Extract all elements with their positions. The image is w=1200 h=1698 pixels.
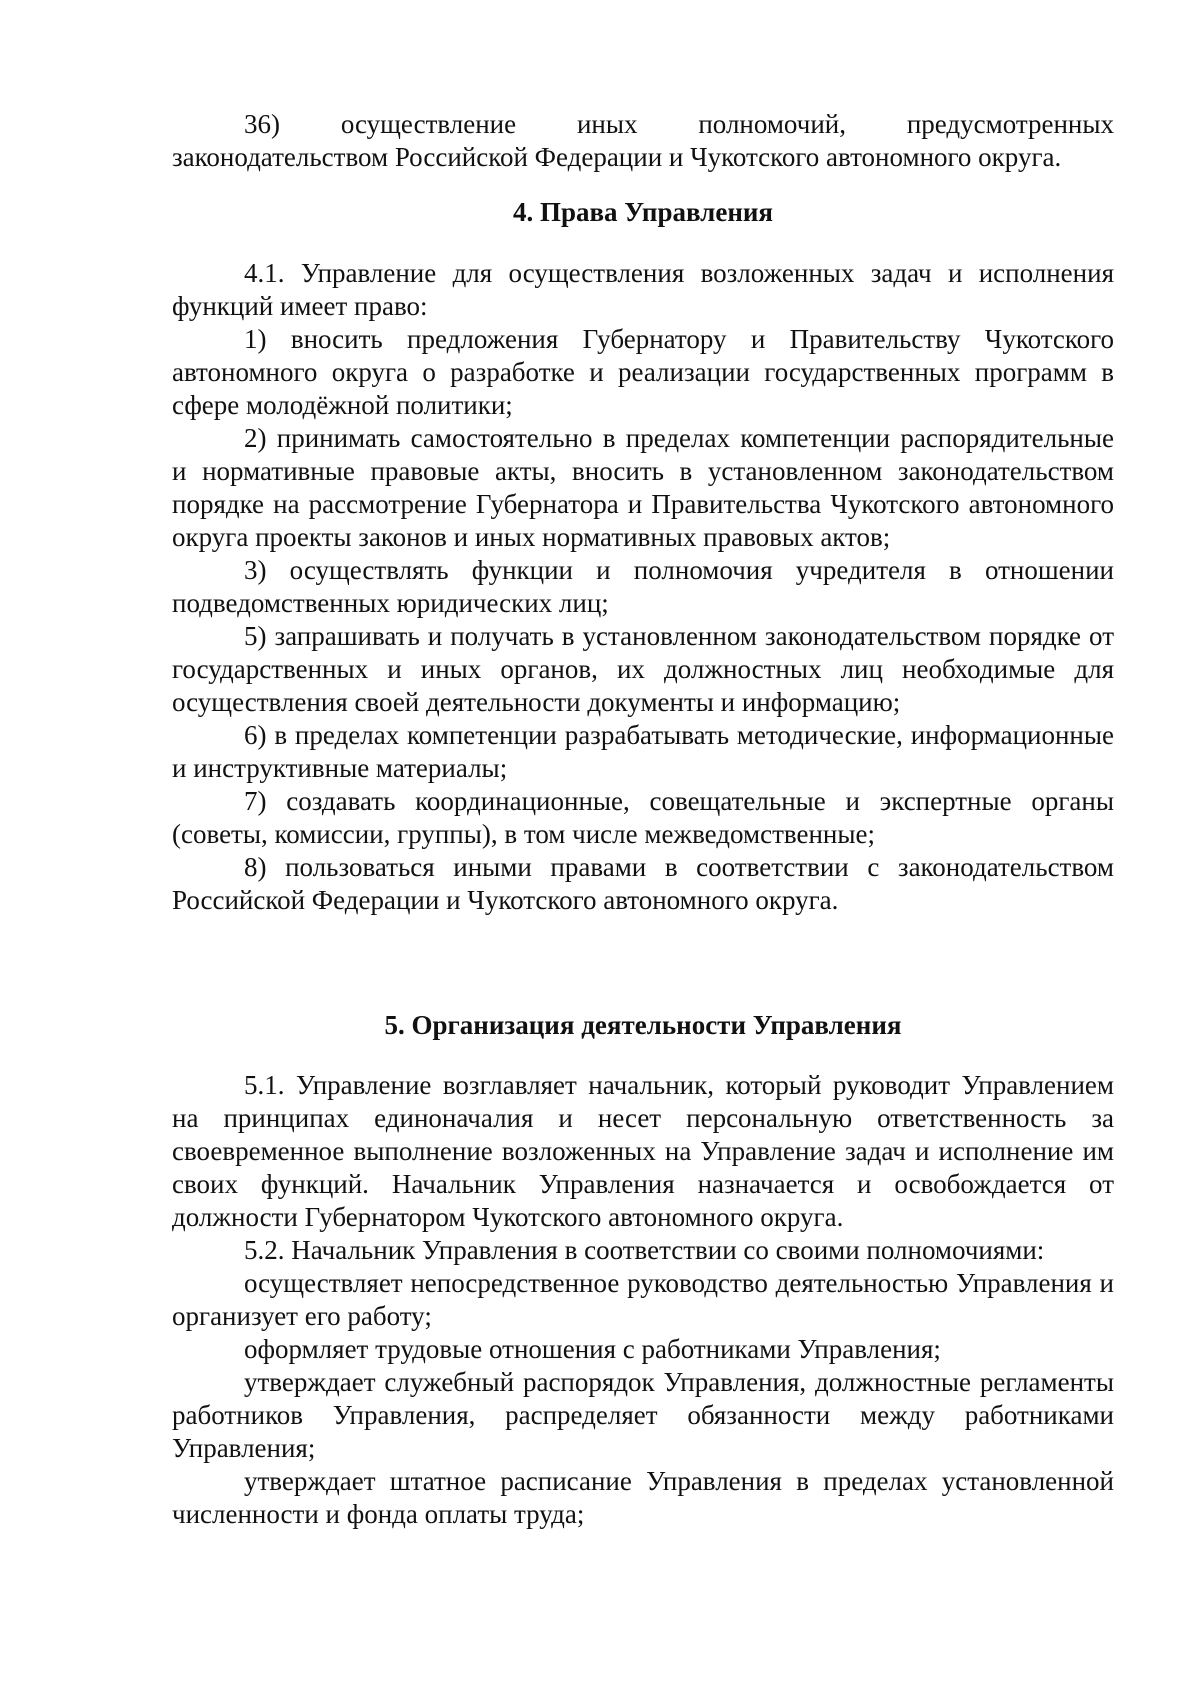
section-4-heading: 4. Права Управления bbox=[512, 197, 774, 227]
list-item-4-3: 3) осуществлять функции и полномочия учредителя в отношении подведомственных юридических лиц; bbox=[172, 555, 1114, 618]
para-36-block bbox=[172, 108, 1114, 174]
paragraph-4-1: 4.1. Управление для осуществления возложенных задач и исполнения функций имеет право: bbox=[172, 258, 1114, 321]
section-4-heading-block bbox=[172, 196, 1114, 229]
section-5-body bbox=[172, 1069, 1114, 1531]
paragraph-36: 36) осуществление иных полномочий, предусмотренных законодательством Российской Федерации и Чукотского автономного округа. bbox=[172, 109, 1114, 172]
list-item-4-7: 7) создавать координационные, совещательные и экспертные органы (советы, комиссии, группы), в том числе межведомственные; bbox=[172, 786, 1114, 849]
list-item-5-c: утверждает служебный распорядок Управления, должностные регламенты работников Управления, распределяет обязанности между работниками Управления; bbox=[172, 1367, 1114, 1463]
section-5-heading: 5. Организация деятельности Управления bbox=[384, 1010, 902, 1040]
list-item-5-b: оформляет трудовые отношения с работниками Управления; bbox=[244, 1334, 941, 1364]
section-4-body bbox=[172, 257, 1114, 917]
list-item-5-a: осуществляет непосредственное руководство деятельностью Управления и организует его работу; bbox=[172, 1268, 1114, 1331]
list-item-5-d: утверждает штатное расписание Управления в пределах установленной численности и фонда оплаты труда; bbox=[172, 1466, 1114, 1529]
list-item-4-8: 8) пользоваться иными правами в соответствии с законодательством Российской Федерации и Чукотского автономного округа. bbox=[172, 852, 1114, 915]
section-5-heading-block bbox=[172, 1009, 1114, 1042]
list-item-4-5: 5) запрашивать и получать в установленном законодательством порядке от государственных и иных органов, их должностных лиц необходимые для осуществления своей деятельности документы и информацию; bbox=[172, 621, 1114, 717]
list-item-4-2: 2) принимать самостоятельно в пределах компетенции распорядительные и нормативные правовые акты, вносить в установленном законодательством порядке на рассмотрение Губернатора и Правительства Чукотского автономного округа проекты законов и иных нормативных правовых актов; bbox=[172, 423, 1114, 552]
paragraph-5-1: 5.1. Управление возглавляет начальник, который руководит Управлением на принципах единоначалия и несет персональную ответственность за своевременное выполнение возложенных на Управление задач и исполнение им своих функций. Начальник Управления назначается и освобождается от должности Губернатором Чукотского автономного округа. bbox=[172, 1070, 1114, 1232]
list-item-4-1: 1) вносить предложения Губернатору и Правительству Чукотского автономного округа о разработке и реализации государственных программ в сфере молодёжной политики; bbox=[172, 324, 1114, 420]
paragraph-5-2: 5.2. Начальник Управления в соответствии со своими полномочиями: bbox=[244, 1235, 1045, 1265]
list-item-4-6: 6) в пределах компетенции разрабатывать методические, информационные и инструктивные материалы; bbox=[172, 720, 1114, 783]
